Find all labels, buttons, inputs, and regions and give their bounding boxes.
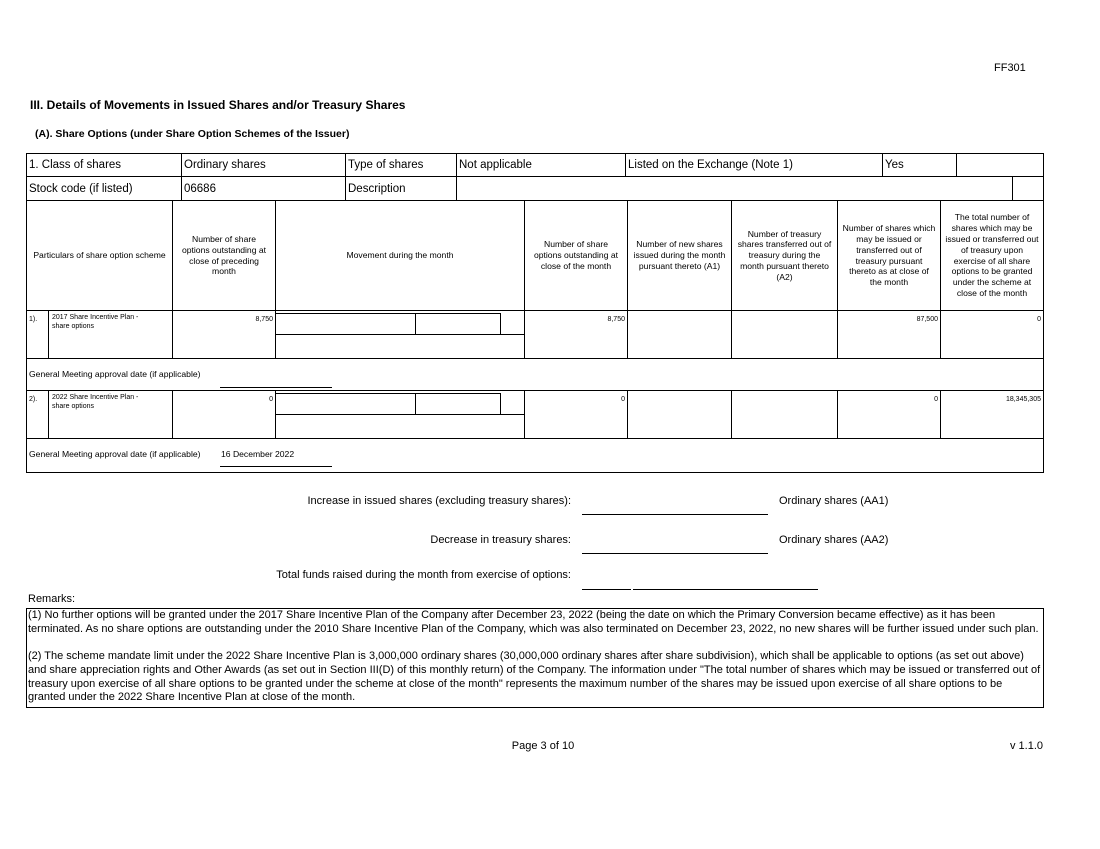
listed-on-exchange-label: Listed on the Exchange (Note 1)	[625, 153, 882, 176]
scheme-1-approval-label: General Meeting approval date (if applicable)	[29, 369, 201, 379]
description-value	[456, 176, 1012, 200]
total-funds-raised-label: Total funds raised during the month from exercise of options:	[276, 569, 571, 581]
movement-box-divider	[415, 313, 416, 334]
scheme-2-approval-date-underline	[220, 466, 332, 467]
scheme-2-approval-row	[26, 438, 1043, 472]
movement-box-top-line	[276, 393, 500, 394]
page-number: Page 3 of 10	[511, 740, 575, 752]
type-of-shares-value: Not applicable	[456, 153, 625, 176]
increase-issued-shares-underline	[582, 514, 768, 515]
movement-box-right-line	[500, 313, 501, 334]
decrease-treasury-shares-underline	[582, 553, 768, 554]
header-particulars: Particulars of share option scheme	[26, 200, 172, 310]
scheme-2-total-to-be-granted: 18,345,305	[940, 390, 1043, 438]
header-total-to-be-granted: The total number of shares which may be issued or transferred out of treasury upon exercise of all share options to be granted under the scheme at close of the month	[940, 200, 1043, 310]
scheme-2-outstanding-preceding: 0	[172, 390, 275, 438]
stock-code-value: 06686	[181, 176, 345, 200]
remarks-paragraph-1: (1) No further options will be granted under the 2017 Share Incentive Plan of the Company after December 23, 2022 (being the date on which the Primary Conversion became effective) as it has been terminated. As no share options are outstanding under the 2010 Share Incentive Plan of the Company, which was also terminated on December 23, 2022, no new shares will be further issued under such plan.	[28, 609, 1039, 635]
scheme-1-total-to-be-granted: 0	[940, 310, 1043, 358]
scheme-2-approval-label: General Meeting approval date (if applicable)	[29, 449, 201, 459]
scheme-1-outstanding-close: 8,750	[524, 310, 627, 358]
subsection-title: (A). Share Options (under Share Option Schemes of the Issuer)	[35, 128, 350, 140]
remarks-paragraph-2: (2) The scheme mandate limit under the 2022 Share Incentive Plan is 3,000,000 ordinary shares (30,000,000 ordinary shares after share subdivision), which shall be applicable to options (as set out above) and share appreciation rights and Other Awards (as set out in Section III(D) of this monthly return) of the Company. The information under "The total number of shares which may be issued or transferred out of treasury upon exercise of all share options to be granted under the scheme at close of the month" represents the maximum number of the shares may be issued upon exercise of all share options to be granted under the 2022 Share Incentive Plan at close of the month.	[28, 650, 1041, 704]
decrease-treasury-shares-unit: Ordinary shares (AA2)	[779, 534, 889, 546]
decrease-treasury-shares-label: Decrease in treasury shares:	[430, 534, 571, 546]
remarks-label: Remarks:	[28, 593, 76, 605]
scheme-1-movement	[275, 310, 524, 358]
scheme-1-approval-date-underline	[220, 387, 332, 388]
movement-box-bottom-line	[276, 334, 524, 335]
section-title: III. Details of Movements in Issued Shares and/or Treasury Shares	[30, 98, 406, 112]
total-funds-amount-underline	[633, 589, 818, 590]
scheme-1-treasury-a2	[731, 310, 837, 358]
scheme-2-name: 2022 Share Incentive Plan - share options	[48, 390, 172, 438]
header-outstanding-close: Number of share options outstanding at close of the month	[524, 200, 627, 310]
share-options-table	[26, 153, 1044, 473]
header-movement: Movement during the month	[275, 200, 524, 310]
form-code: FF301	[994, 62, 1026, 74]
header-treasury-a2: Number of treasury shares transferred out of treasury during the month pursuant thereto (A2)	[731, 200, 837, 310]
scheme-1-name: 2017 Share Incentive Plan - share options	[48, 310, 172, 358]
scheme-1-may-be-issued: 87,500	[837, 310, 940, 358]
description-label: Description	[345, 176, 456, 200]
movement-box-top-line	[276, 313, 500, 314]
scheme-1-number: 1).	[26, 310, 48, 358]
type-of-shares-label: Type of shares	[345, 153, 456, 176]
scheme-2-new-shares-a1	[627, 390, 731, 438]
movement-box-divider	[415, 393, 416, 414]
scheme-2-approval-date: 16 December 2022	[221, 449, 295, 459]
movement-box-bottom-line	[276, 414, 524, 415]
row2-blank-cell	[1012, 176, 1043, 200]
header-outstanding-preceding: Number of share options outstanding at close of preceding month	[172, 200, 275, 310]
increase-issued-shares-label: Increase in issued shares (excluding treasury shares):	[307, 495, 571, 507]
scheme-2-may-be-issued: 0	[837, 390, 940, 438]
stock-code-label: Stock code (if listed)	[26, 176, 181, 200]
class-of-shares-label: 1. Class of shares	[26, 153, 181, 176]
remarks-box	[26, 608, 1044, 708]
scheme-1-approval-row	[26, 358, 1043, 390]
row1-blank-cell	[956, 153, 1043, 176]
scheme-2-movement	[275, 390, 524, 438]
scheme-2-treasury-a2	[731, 390, 837, 438]
scheme-1-new-shares-a1	[627, 310, 731, 358]
header-new-shares-a1: Number of new shares issued during the month pursuant thereto (A1)	[627, 200, 731, 310]
movement-box-right-line	[500, 393, 501, 414]
listed-on-exchange-value: Yes	[882, 153, 956, 176]
class-of-shares-value: Ordinary shares	[181, 153, 345, 176]
header-may-be-issued: Number of shares which may be issued or transferred out of treasury pursuant thereto as at close of the month	[837, 200, 940, 310]
scheme-2-number: 2).	[26, 390, 48, 438]
total-funds-currency-underline	[582, 589, 631, 590]
form-version: v 1.1.0	[1009, 740, 1043, 752]
increase-issued-shares-unit: Ordinary shares (AA1)	[779, 495, 889, 507]
scheme-2-outstanding-close: 0	[524, 390, 627, 438]
scheme-1-outstanding-preceding: 8,750	[172, 310, 275, 358]
